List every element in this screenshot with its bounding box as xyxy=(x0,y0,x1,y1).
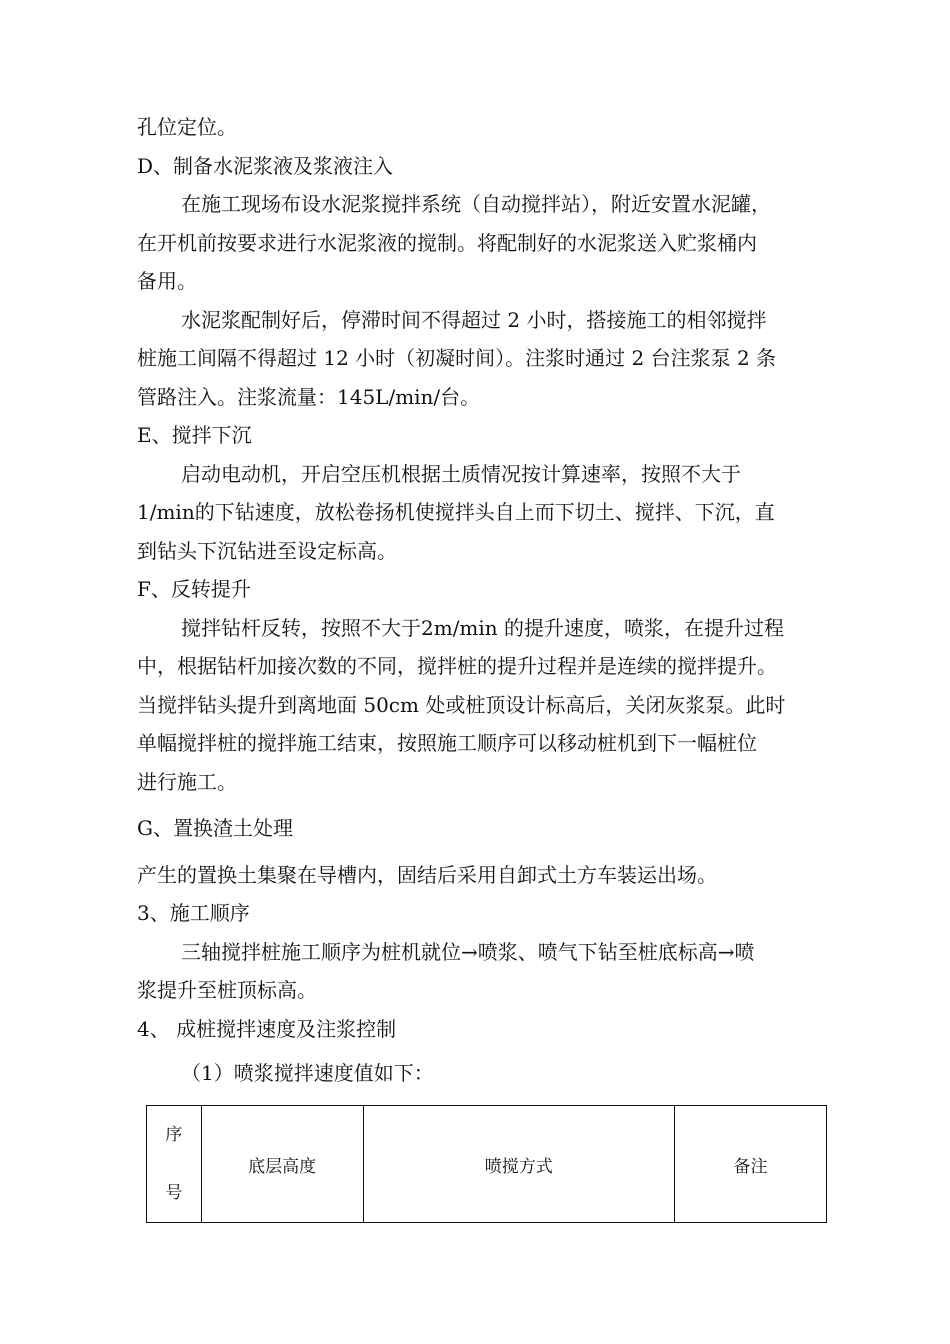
header-bottom-height: 底层高度 xyxy=(201,1106,363,1223)
paragraph-p0 xyxy=(137,108,837,147)
text-line: 桩施工间隔不得超过 12 小时（初凝时间）。注浆时通过 2 台注浆泵 2 条 xyxy=(137,346,777,370)
table-header-row xyxy=(147,1106,827,1223)
paragraph-p2 xyxy=(137,185,837,301)
text-line: 到钻头下沉钻进至设定标高。 xyxy=(137,538,397,563)
header-remarks: 备注 xyxy=(675,1106,827,1223)
text-line: 1/min的下钻速度，放松卷扬机使搅拌头自上而下切土、搅拌、下沉，直 xyxy=(137,500,775,524)
text-line: 浆提升至桩顶标高。 xyxy=(137,978,317,1002)
text-line: 水泥浆配制好后，停滞时间不得超过 2 小时，搭接施工的相邻搅拌 xyxy=(181,307,767,332)
text-line: 单幅搅拌桩的搅拌施工结束，按照施工顺序可以移动桩机到下一幅桩位 xyxy=(137,731,757,755)
header-seq-line2: 号 xyxy=(165,1183,183,1203)
text-line: F、反转提升 xyxy=(137,577,251,601)
text-line: 三轴搅拌桩施工顺序为桩机就位→喷浆、喷气下钻至桩底标高→喷 xyxy=(181,939,755,964)
paragraph-p4 xyxy=(137,416,837,455)
paragraph-p1 xyxy=(137,147,837,186)
text-line: 启动电动机，开启空压机根据土质情况按计算速率，按照不大于 xyxy=(181,461,741,486)
paragraph-p6 xyxy=(137,570,837,609)
paragraph-p12 xyxy=(137,1010,837,1049)
document-body xyxy=(137,108,837,1093)
text-line: 在施工现场布设水泥浆搅拌系统（自动搅拌站），附近安置水泥罐， xyxy=(181,192,771,216)
text-line: 搅拌钻杆反转，按照不大于2m/min 的提升速度，喷浆，在提升过程 xyxy=(181,615,785,640)
header-seq xyxy=(147,1106,202,1223)
text-line: 当搅拌钻头提升到离地面 50cm 处或桩顶设计标高后，关闭灰浆泵。此时 xyxy=(137,692,786,717)
text-line: 4、 成桩搅拌速度及注浆控制 xyxy=(137,1016,397,1041)
text-line: 中，根据钻杆加接次数的不同，搅拌桩的提升过程并是连续的搅拌提升。 xyxy=(137,654,777,678)
header-spray-mode: 喷搅方式 xyxy=(363,1106,675,1223)
paragraph-p7 xyxy=(137,609,837,802)
paragraph-p3 xyxy=(137,301,837,417)
text-line: 3、施工顺序 xyxy=(137,901,250,925)
text-line: 备用。 xyxy=(137,269,197,293)
text-line: 进行施工。 xyxy=(137,769,237,794)
text-line: 管路注入。注浆流量：145L/min/台。 xyxy=(137,384,481,409)
text-line: E、搅拌下沉 xyxy=(137,423,252,447)
paragraph-p10 xyxy=(137,894,837,933)
paragraph-p8 xyxy=(137,809,837,848)
text-line: 在开机前按要求进行水泥浆液的搅制。将配制好的水泥浆送入贮浆桶内 xyxy=(137,230,757,255)
paragraph-p5 xyxy=(137,455,837,571)
text-line: （1）喷浆搅拌速度值如下： xyxy=(181,1061,434,1085)
header-seq-line1: 序 xyxy=(165,1125,183,1145)
text-line: 孔位定位。 xyxy=(137,115,237,139)
paragraph-p9 xyxy=(137,856,837,895)
text-line: D、制备水泥浆液及浆液注入 xyxy=(137,153,394,178)
text-line: G、置换渣土处理 xyxy=(137,816,293,840)
paragraph-p11 xyxy=(137,933,837,1010)
spray-speed-table xyxy=(146,1105,827,1223)
paragraph-p13 xyxy=(137,1054,837,1093)
text-line: 产生的置换土集聚在导槽内，固结后采用自卸式土方车装运出场。 xyxy=(137,862,717,887)
